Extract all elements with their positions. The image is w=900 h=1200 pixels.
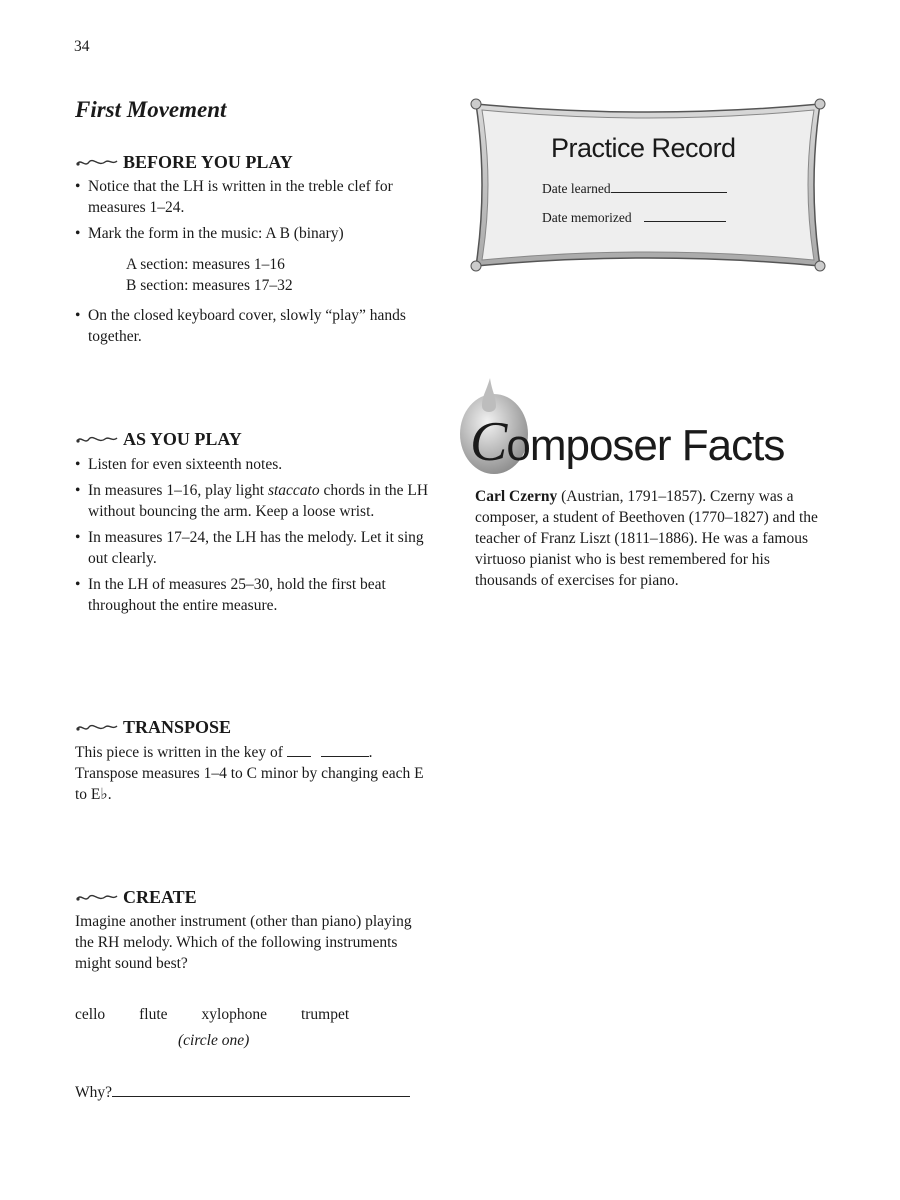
heading-label: CREATE: [123, 887, 197, 907]
heading-label: BEFORE YOU PLAY: [123, 152, 293, 172]
transpose-text: [75, 742, 430, 805]
as-you-play-list: [75, 454, 430, 621]
composer-facts-text: [475, 486, 820, 591]
instrument-options: [75, 1004, 383, 1025]
as-you-play-heading: [75, 429, 242, 450]
instrument-option[interactable]: cello: [75, 1006, 106, 1023]
page-number: 34: [74, 38, 90, 55]
list-item: [75, 480, 430, 522]
date-memorized-field[interactable]: [644, 221, 726, 222]
instrument-option[interactable]: trumpet: [300, 1006, 350, 1023]
flourish-icon: [75, 433, 119, 447]
heading-label: TRANSPOSE: [123, 717, 232, 737]
composer-bio: (Austrian, 1791–1857). Czerny was a composer, a student of Beethoven (1770–1827) and the teacher of Franz Liszt (1811–1886). He was a famous virtuoso pianist who is best remembered for his thousands of exercises for piano.: [475, 488, 818, 589]
flourish-icon: [75, 891, 119, 905]
list-item: • On the closed keyboard cover, slowly “play” hands together.: [75, 305, 430, 347]
list-item: • Notice that the LH is written in the treble clef for measures 1–24.: [75, 176, 430, 218]
why-answer-line[interactable]: [112, 1096, 410, 1097]
staccato-word: staccato: [267, 482, 320, 499]
form-line: A section: measures 1–16: [126, 256, 285, 273]
flourish-icon: [75, 721, 119, 735]
date-learned-field[interactable]: [611, 192, 727, 193]
section-title: First Movement: [75, 97, 227, 122]
composer-facts-title-rest: omposer Facts: [506, 421, 785, 470]
create-text: Imagine another instrument (other than piano) playing the RH melody. Which of the following instruments might sound best?: [75, 913, 412, 972]
key-blank-1[interactable]: [287, 756, 311, 757]
before-you-play-list: [75, 176, 430, 249]
instrument-option[interactable]: xylophone: [201, 1006, 267, 1023]
list-item: • In measures 17–24, the LH has the melody. Let it sing out clearly.: [75, 527, 430, 569]
instrument-option[interactable]: flute: [139, 1006, 168, 1023]
list-item: • Mark the form in the music: A B (binary): [75, 223, 430, 244]
staccato-suffix: chords in the LH without bouncing the arm. Keep a loose wrist.: [88, 482, 429, 520]
date-learned-label: Date learned: [542, 181, 611, 196]
composer-facts-initial: C: [470, 411, 507, 473]
why-label: Why?: [75, 1084, 113, 1101]
heading-label: AS YOU PLAY: [123, 429, 242, 449]
why-row: [75, 1082, 410, 1103]
before-you-play-heading: [75, 152, 293, 173]
transpose-line1-suffix: .: [368, 744, 373, 761]
circle-one-note: (circle one): [178, 1032, 250, 1049]
transpose-rest: Transpose measures 1–4 to C minor by changing each E to E♭.: [75, 765, 424, 803]
composer-facts-title: [470, 410, 784, 474]
list-item: • In the LH of measures 25–30, hold the first beat throughout the entire measure.: [75, 574, 430, 616]
list-item: • Listen for even sixteenth notes.: [75, 454, 430, 475]
composer-name: Carl Czerny: [475, 488, 558, 505]
before-you-play-list-cont: [75, 305, 430, 352]
flourish-icon: [75, 156, 119, 170]
date-memorized-row: [542, 210, 726, 226]
form-line: B section: measures 17–32: [126, 277, 293, 294]
transpose-line1: This piece is written in the key of: [75, 744, 283, 761]
date-memorized-label: Date memorized: [542, 210, 632, 225]
transpose-heading: [75, 717, 231, 738]
create-heading: [75, 887, 197, 908]
practice-record-title: Practice Record: [551, 133, 736, 163]
date-learned-row: [542, 181, 727, 197]
staccato-prefix: In measures 1–16, play light: [88, 482, 268, 499]
key-blank-2[interactable]: [321, 756, 369, 757]
